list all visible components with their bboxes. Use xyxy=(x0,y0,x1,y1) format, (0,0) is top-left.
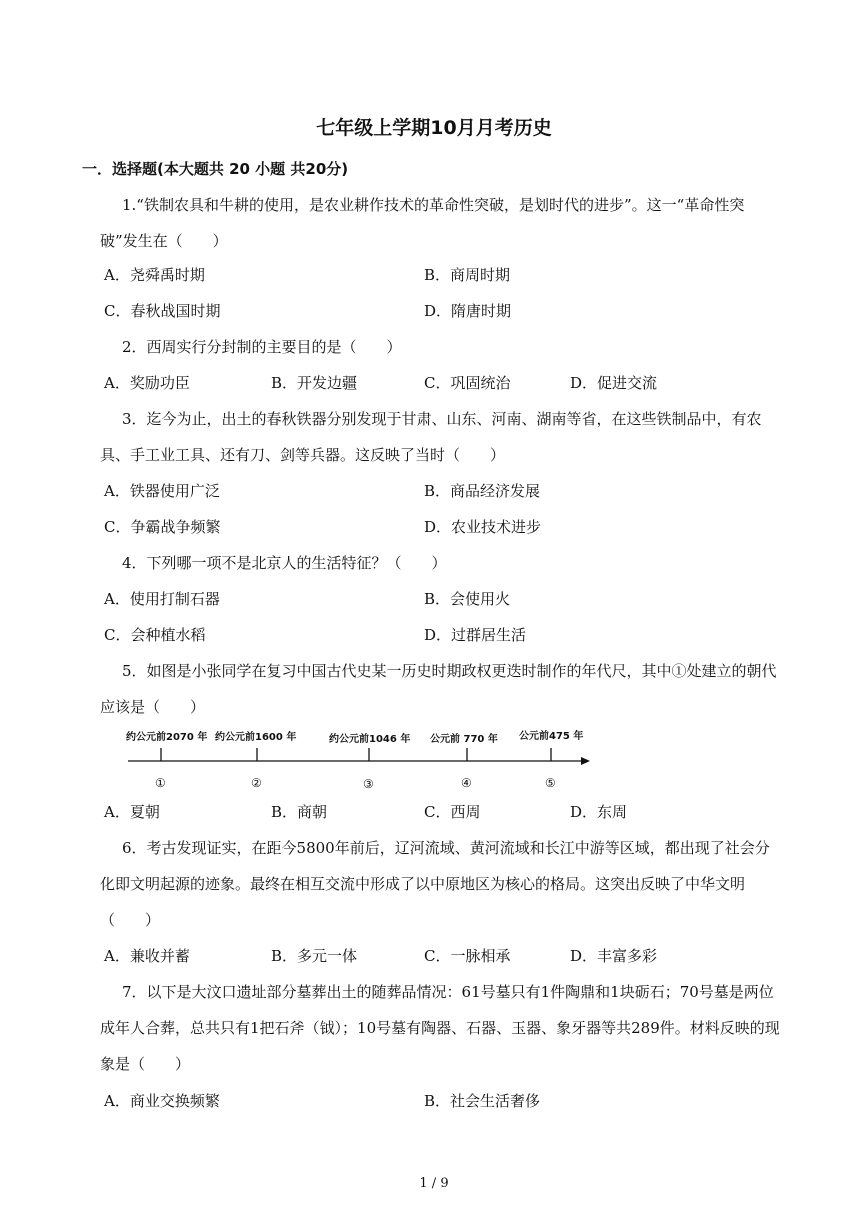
q6-option-b: B．多元一体 xyxy=(271,947,358,965)
q1-option-d: D．隋唐时期 xyxy=(424,302,512,320)
page-number: 1 / 9 xyxy=(419,1176,449,1191)
q5-option-c: C．西周 xyxy=(424,803,481,821)
question-5-stem: 5．如图是小张同学在复习中国古代史某一历史时期政权更迭时制作的年代尺，其中①处建立的朝代应该是（ ） xyxy=(100,662,777,716)
q3-option-c: C．争霸战争频繁 xyxy=(104,518,221,536)
timeline-label-4: 公元前 770 年 xyxy=(430,734,498,745)
q2-option-a: A．奖励功臣 xyxy=(104,374,190,392)
timeline-marker-4: ④ xyxy=(461,776,472,790)
question-4-stem: 4．下列哪一项不是北京人的生活特征？（ ） xyxy=(122,554,447,572)
timeline-label-3: 约公元前1046 年 xyxy=(329,734,411,745)
q4-option-c: C．会种植水稻 xyxy=(104,626,206,644)
q7-option-b: B．社会生活奢侈 xyxy=(424,1092,541,1110)
question-1-stem: 1.“铁制农具和牛耕的使用，是农业耕作技术的革命性突破，是划时代的进步”。这一“革命性突破”发生在（ ） xyxy=(100,196,745,250)
q4-option-b: B．会使用火 xyxy=(424,590,511,608)
q1-option-c: C．春秋战国时期 xyxy=(104,302,221,320)
question-2-stem: 2．西周实行分封制的主要目的是（ ） xyxy=(122,338,402,356)
timeline-figure xyxy=(120,722,600,794)
timeline-marker-3: ③ xyxy=(363,777,374,791)
timeline-marker-5: ⑤ xyxy=(545,776,556,790)
section-heading: 一．选择题(本大题共 20 小题 共20分) xyxy=(82,160,349,178)
page-title: 七年级上学期10月月考历史 xyxy=(316,117,552,139)
q5-option-a: A．夏朝 xyxy=(104,803,160,821)
q1-option-a: A．尧舜禹时期 xyxy=(104,266,205,284)
q1-option-b: B．商周时期 xyxy=(424,266,511,284)
q5-option-d: D．东周 xyxy=(570,803,628,821)
q7-option-a: A．商业交换频繁 xyxy=(104,1092,220,1110)
q3-option-a: A．铁器使用广泛 xyxy=(104,482,220,500)
q2-option-d: D．促进交流 xyxy=(570,374,658,392)
question-7-stem: 7．以下是大汶口遗址部分墓葬出土的随葬品情况：61号墓只有1件陶鼎和1块砺石；70号墓是两位成年人合葬，总共只有1把石斧（钺）；10号墓有陶器、石器、玉器、象牙器等共289件。材料反映的现象是（ ） xyxy=(100,983,780,1073)
q5-option-b: B．商朝 xyxy=(271,803,328,821)
q6-option-c: C．一脉相承 xyxy=(424,947,511,965)
question-3-stem: 3．迄今为止，出土的春秋铁器分别发现于甘肃、山东、河南、湖南等省，在这些铁制品中，有农具、手工业工具、还有刀、剑等兵器。这反映了当时（ ） xyxy=(100,410,762,464)
question-6-stem: 6．考古发现证实，在距今5800年前后，辽河流域、黄河流域和长江中游等区域，都出现了社会分化即文明起源的迹象。最终在相互交流中形成了以中原地区为核心的格局。这突出反映了中华文明（ ） xyxy=(100,839,770,929)
timeline-marker-1: ① xyxy=(155,776,166,790)
q2-option-c: C．巩固统治 xyxy=(424,374,511,392)
timeline-label-1: 约公元前2070 年 xyxy=(126,732,208,743)
timeline-label-2: 约公元前1600 年 xyxy=(215,732,297,743)
q3-option-d: D．农业技术进步 xyxy=(424,518,542,536)
timeline-label-5: 公元前475 年 xyxy=(519,731,584,742)
q4-option-a: A．使用打制石器 xyxy=(104,590,220,608)
q3-option-b: B．商品经济发展 xyxy=(424,482,541,500)
q2-option-b: B．开发边疆 xyxy=(271,374,358,392)
q4-option-d: D．过群居生活 xyxy=(424,626,527,644)
timeline-marker-2: ② xyxy=(251,776,262,790)
q6-option-d: D．丰富多彩 xyxy=(570,947,658,965)
q6-option-a: A．兼收并蓄 xyxy=(104,947,190,965)
